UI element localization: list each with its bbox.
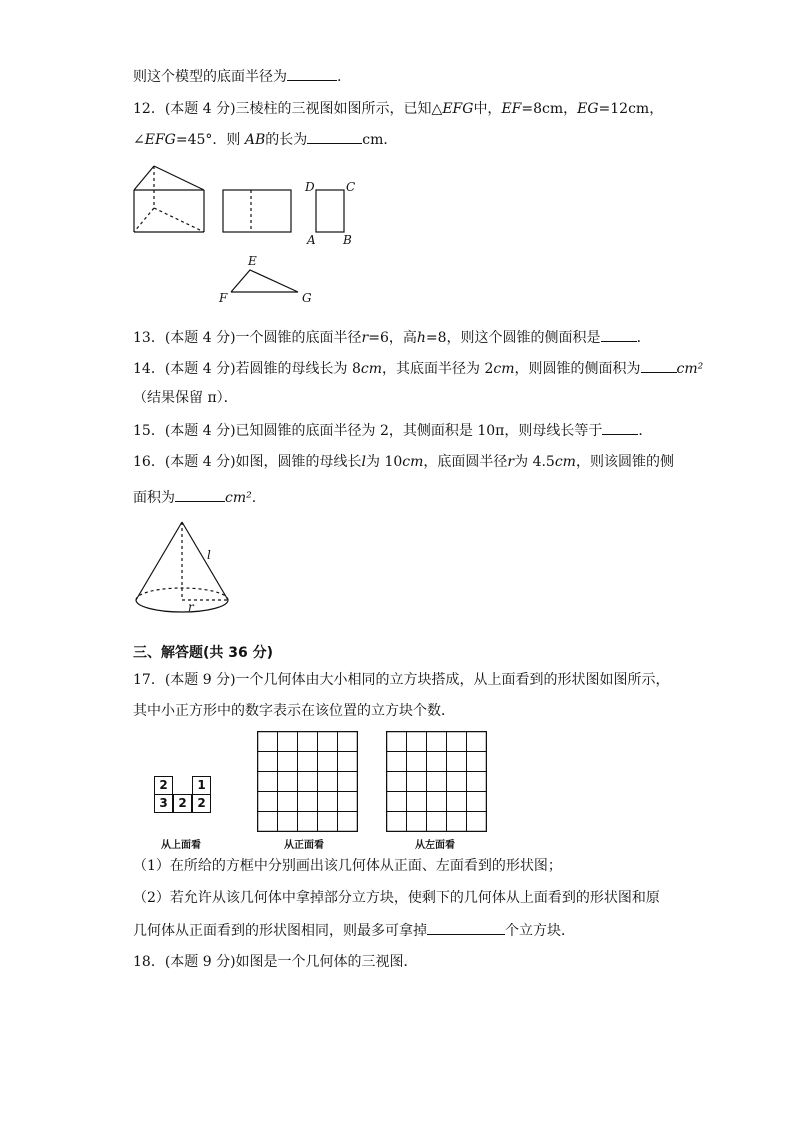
q13: 13．(本题 4 分)一个圆锥的底面半径r=6，高h=8，则这个圆锥的侧面积是 ． [133, 327, 651, 348]
answer-blank[interactable] [601, 327, 637, 342]
caption-front-view: 从正面看 [284, 840, 324, 851]
q17-line1: 17．(本题 9 分)一个几何体由大小相同的立方块搭成，从上面看到的形状图如图所示， [133, 672, 670, 688]
caption-left-view: 从左面看 [415, 840, 455, 851]
q18: 18．(本题 9 分)如图是一个几何体的三视图． [133, 954, 418, 970]
label-l: l [207, 548, 211, 562]
q14-line1: 14．(本题 4 分)若圆锥的母线长为 8cm，其底面半径为 2cm，则圆锥的侧面积为 cm² [133, 358, 703, 379]
q17-line2: 其中小正方形中的数字表示在该位置的立方块个数． [133, 703, 455, 719]
answer-blank[interactable] [641, 358, 677, 373]
left-view-grid[interactable] [386, 731, 487, 832]
top-view-figure [154, 776, 214, 816]
q15: 15．(本题 4 分)已知圆锥的底面半径为 2，其侧面积是 10π，则母线长等于 ． [133, 420, 652, 441]
cone-figure [132, 518, 232, 618]
answer-blank[interactable] [602, 420, 638, 435]
q12-line2: ∠EFG=45°．则 AB的长为 cm． [133, 129, 397, 150]
q17-sub1: （1）在所给的方框中分别画出该几何体从正面、左面看到的形状图； [133, 858, 562, 874]
label-E: E [248, 254, 257, 268]
q16-line1: 16．(本题 4 分)如图，圆锥的母线长l为 10cm，底面圆半径r为 4.5cm，则该圆锥的侧 [133, 454, 674, 470]
q11-tail: 则这个模型的底面半径为 . [133, 66, 341, 87]
answer-blank[interactable] [287, 66, 337, 81]
q16-line2: 面积为 cm². [133, 487, 256, 508]
label-D: D [305, 180, 315, 194]
label-F: F [219, 291, 228, 305]
top-view-cell: 2 [154, 776, 173, 795]
prism-three-views-figure [128, 160, 368, 310]
top-view-cell: 2 [173, 794, 192, 813]
q17-sub2b: 几何体从正面看到的形状图相同，则最多可拿掉 个立方块． [133, 920, 575, 941]
top-view-cell: 3 [154, 794, 173, 813]
top-view-cell: 1 [192, 776, 211, 795]
label-G: G [302, 291, 312, 305]
label-A: A [307, 233, 316, 247]
q12-line1: 12．(本题 4 分)三棱柱的三视图如图所示，已知△EFG中，EF=8cm，EG=12cm， [133, 101, 664, 117]
top-view-cell: 2 [192, 794, 211, 813]
label-B: B [343, 233, 352, 247]
answer-blank[interactable] [427, 920, 505, 935]
answer-blank[interactable] [307, 129, 362, 144]
caption-top-view: 从上面看 [161, 840, 201, 851]
q17-sub2a: （2）若允许从该几何体中拿掉部分立方块，使剩下的几何体从上面看到的形状图和原 [133, 890, 660, 906]
section-heading: 三、解答题(共 36 分) [133, 645, 274, 661]
front-view-grid[interactable] [257, 731, 358, 832]
answer-blank[interactable] [175, 487, 225, 502]
q14-line2: （结果保留 π）． [133, 390, 238, 406]
label-r: r [188, 600, 194, 614]
label-C: C [346, 180, 356, 194]
